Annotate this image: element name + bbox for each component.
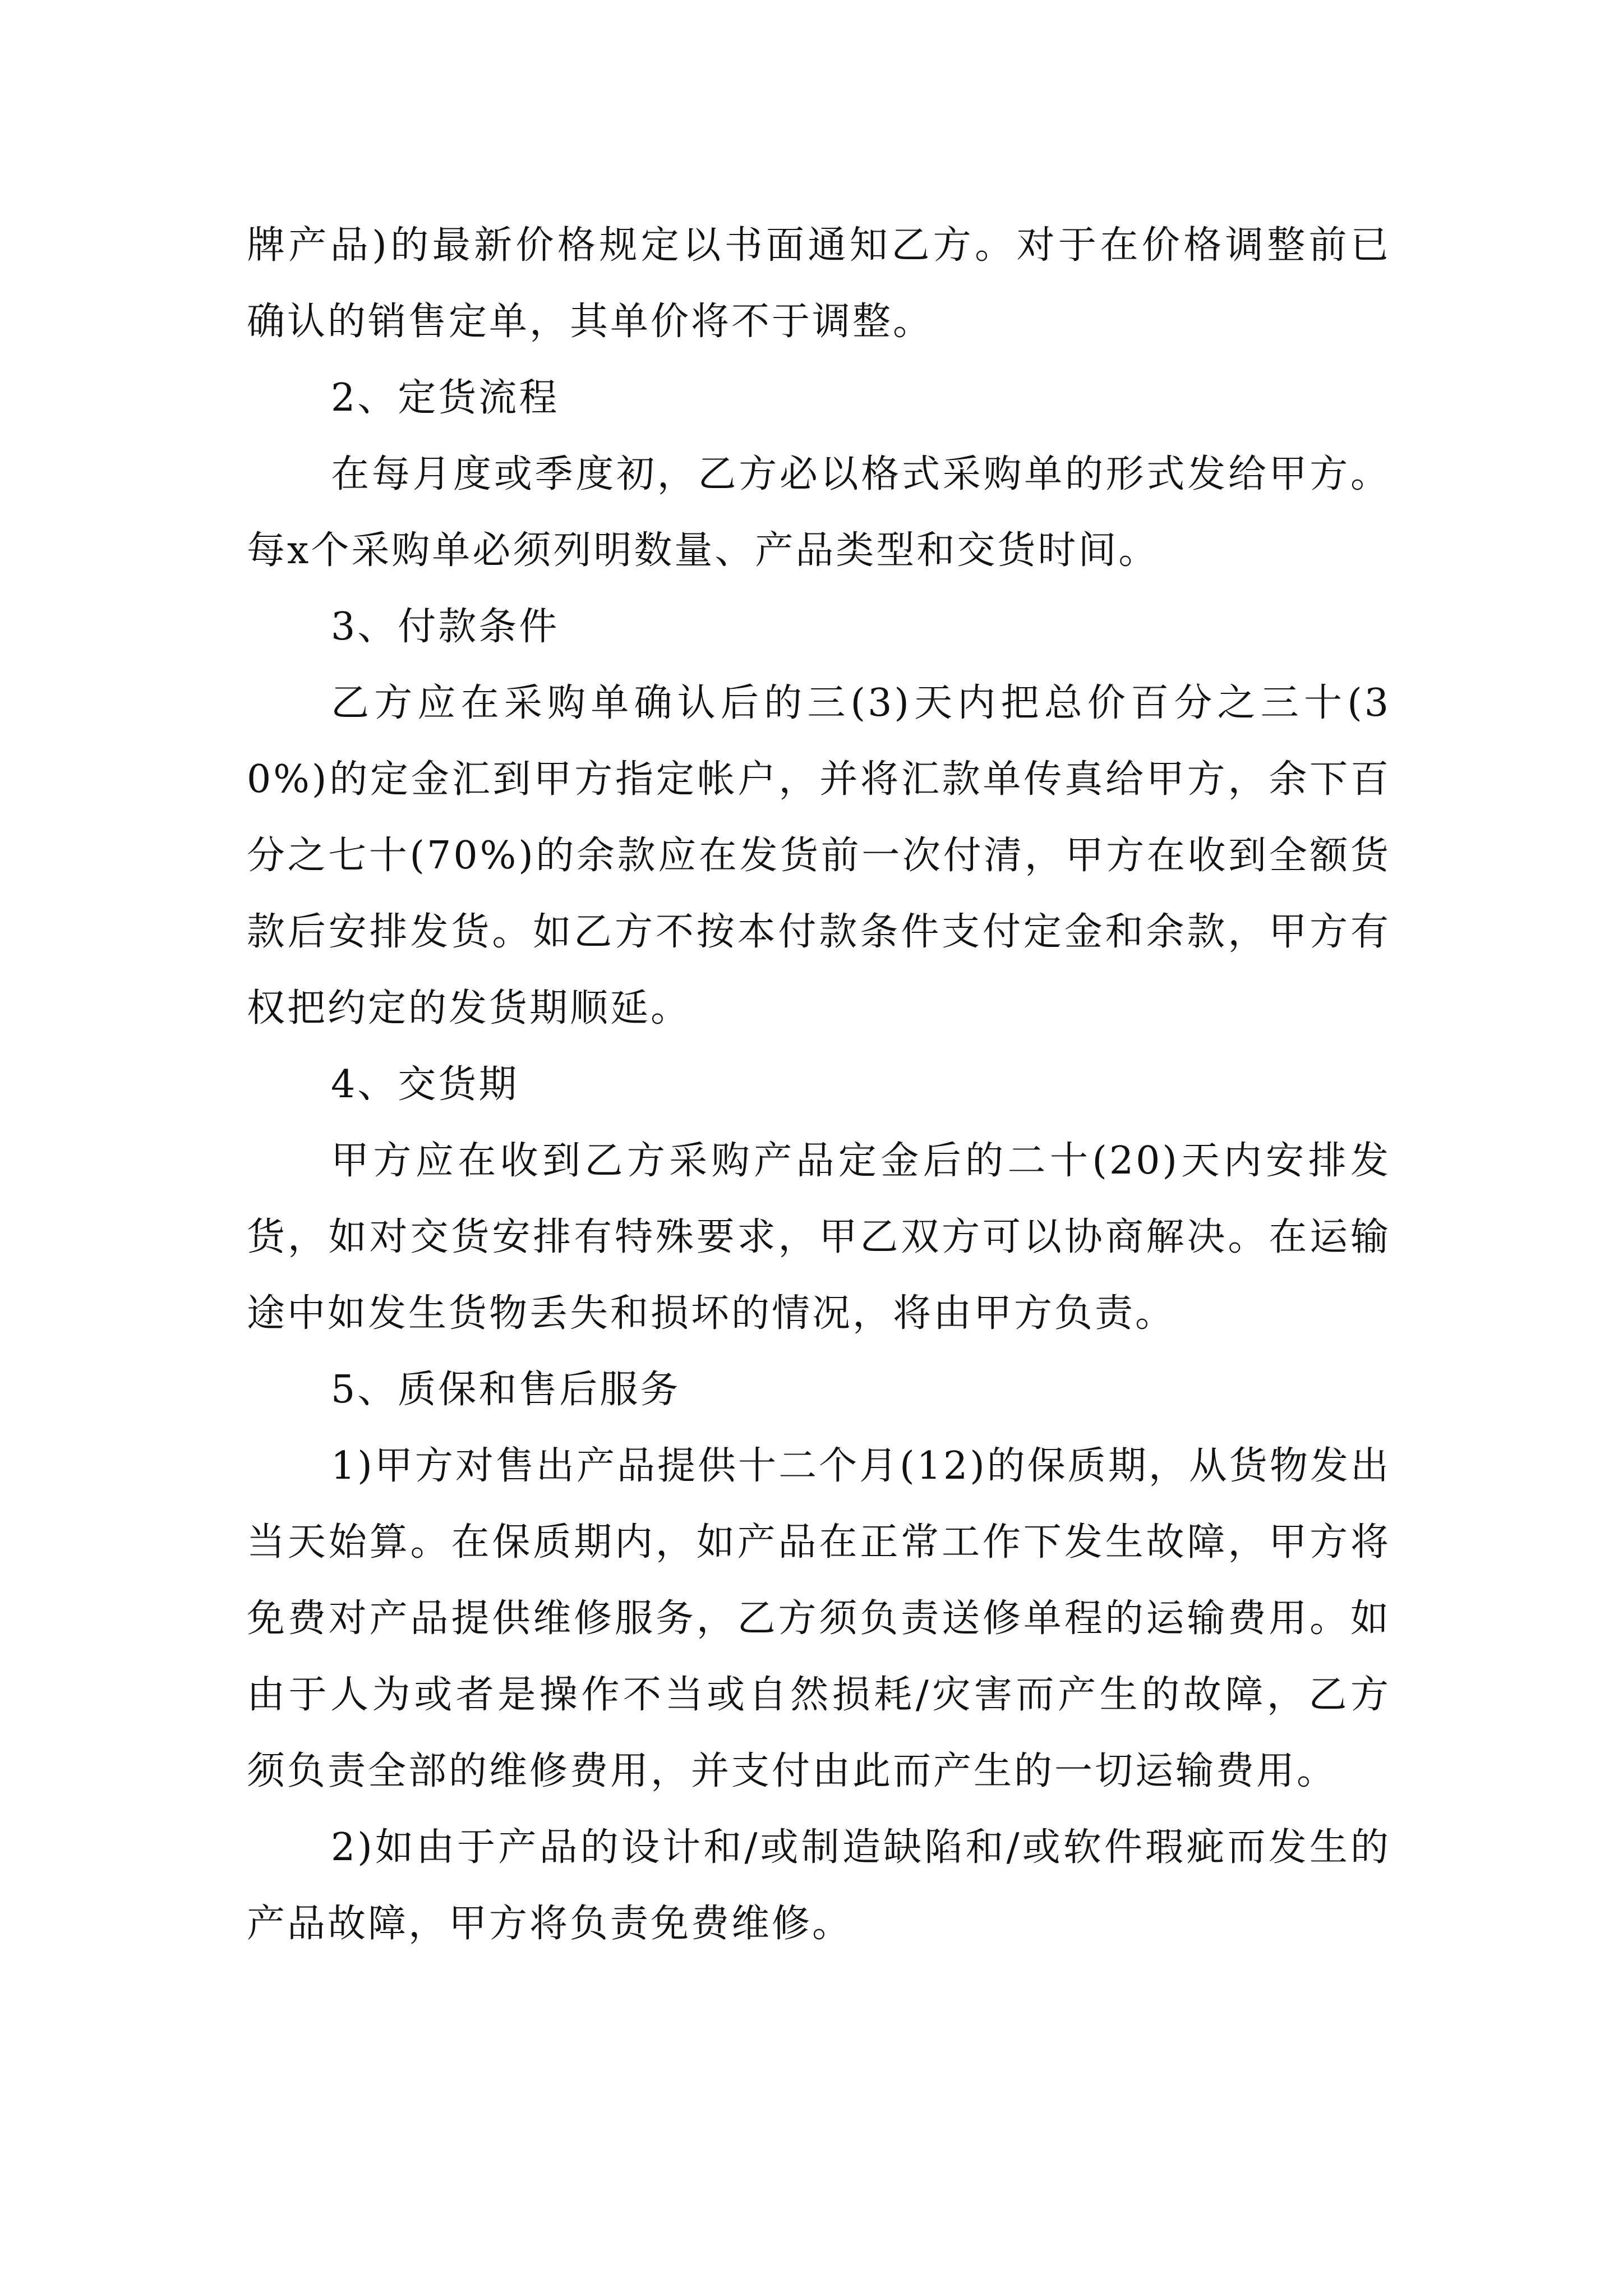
paragraph-warranty-clause-2: 2)如由于产品的设计和/或制造缺陷和/或软件瑕疵而发生的产品故障，甲方将负责免费维修。 (247, 1825, 1391, 1946)
section-heading-delivery-period: 4、交货期 (331, 1062, 519, 1107)
paragraph-warranty-clause-1: 1)甲方对售出产品提供十二个月(12)的保质期，从货物发出当天始算。在保质期内，如产品在正常工作下发生故障，甲方将免费对产品提供维修服务，乙方须负责送修单程的运输费用。如由于人为或者是操作不当或自然损耗/灾害而产生的故障，乙方须负责全部的维修费用，并支付由此而产生的一切运输费用。 (247, 1444, 1391, 1793)
paragraph-payment-terms: 乙方应在采购单确认后的三(3)天内把总价百分之三十(30%)的定金汇到甲方指定帐户，并将汇款单传真给甲方，余下百分之七十(70%)的余款应在发货前一次付清，甲方在收到全额货款后安排发货。如乙方不按本付款条件支付定金和余款，甲方有权把约定的发货期顺延。 (247, 681, 1391, 1030)
section-heading-warranty-service: 5、质保和售后服务 (331, 1368, 681, 1412)
section-heading-payment-terms: 3、付款条件 (331, 605, 560, 649)
paragraph-ordering-process: 在每月度或季度初，乙方必以格式采购单的形式发给甲方。每x个采购单必须列明数量、产品类型和交货时间。 (247, 452, 1391, 573)
document-body (247, 208, 1391, 1962)
section-heading-ordering-process: 2、定货流程 (331, 376, 560, 420)
paragraph-price-continuation: 牌产品)的最新价格规定以书面通知乙方。对于在价格调整前已确认的销售定单，其单价将不于调整。 (247, 223, 1391, 344)
paragraph-delivery-period: 甲方应在收到乙方采购产品定金后的二十(20)天内安排发货，如对交货安排有特殊要求，甲乙双方可以协商解决。在运输途中如发生货物丢失和损坏的情况，将由甲方负责。 (247, 1139, 1391, 1336)
